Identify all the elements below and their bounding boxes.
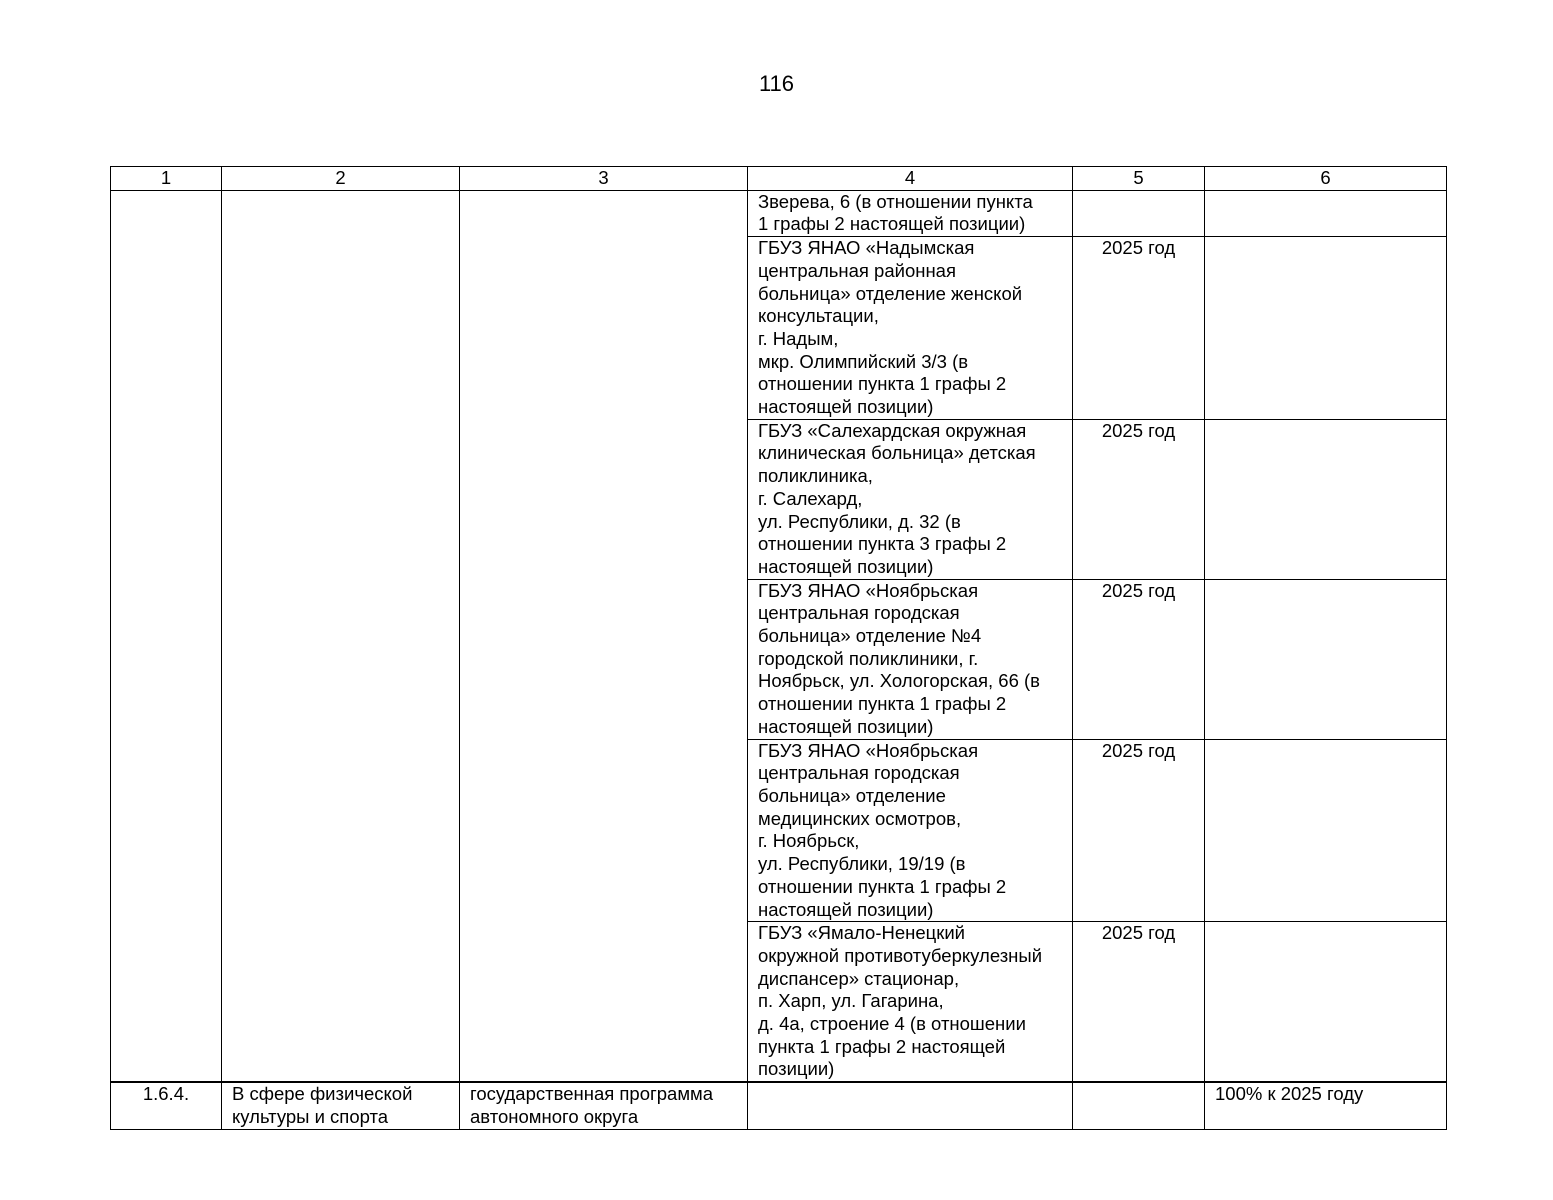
cell-col5 [1073, 190, 1205, 236]
cell-col6 [1205, 579, 1447, 739]
cell-col4: ГБУЗ «Салехардская окружная клиническая больница» детская поликлиника, г. Салехард, ул. Республики, д. 32 (в отношении пункта 3 графы 2 настоящей позиции) [748, 419, 1073, 579]
column-header-5: 5 [1073, 167, 1205, 191]
cell-program: государственная программа автономного округа [460, 1082, 748, 1129]
table-row [111, 1082, 1447, 1129]
cell-col5: 2025 год [1073, 579, 1205, 739]
column-header-4: 4 [748, 167, 1073, 191]
cell-sphere: В сфере физической культуры и спорта [222, 1082, 460, 1129]
cell-col5: 2025 год [1073, 419, 1205, 579]
table-row [111, 190, 1447, 236]
cell-col6 [1205, 922, 1447, 1082]
cell-col4: Зверева, 6 (в отношении пункта 1 графы 2 настоящей позиции) [748, 190, 1073, 236]
cell-col5: 2025 год [1073, 237, 1205, 420]
cell-col4: ГБУЗ ЯНАО «Ноябрьская центральная городская больница» отделение №4 городской поликлиники, г. Ноябрьск, ул. Хологорская, 66 (в отношении пункта 1 графы 2 настоящей позиции) [748, 579, 1073, 739]
cell-col5: 2025 год [1073, 922, 1205, 1082]
page-number: 116 [758, 71, 795, 96]
cell-col4: ГБУЗ ЯНАО «Надымская центральная районная больница» отделение женской консультации, г. Надым, мкр. Олимпийский 3/3 (в отношении пункта 1 графы 2 настоящей позиции) [748, 237, 1073, 420]
column-header-1: 1 [111, 167, 222, 191]
cell-col4: ГБУЗ «Ямало-Ненецкий окружной противотуберкулезный диспансер» стационар, п. Харп, ул. Гагарина, д. 4а, строение 4 (в отношении пункта 1 графы 2 настоящей позиции) [748, 922, 1073, 1082]
cell-col1-continuation [111, 190, 222, 1082]
table-header-row [111, 167, 1447, 191]
cell-col3-continuation [460, 190, 748, 1082]
cell-col6 [1205, 190, 1447, 236]
cell-col4: ГБУЗ ЯНАО «Ноябрьская центральная городская больница» отделение медицинских осмотров, г. Ноябрьск, ул. Республики, 19/19 (в отношении пункта 1 графы 2 настоящей позиции) [748, 739, 1073, 922]
column-header-6: 6 [1205, 167, 1447, 191]
cell-col4 [748, 1082, 1073, 1129]
cell-col2-continuation [222, 190, 460, 1082]
cell-item-number: 1.6.4. [111, 1082, 222, 1129]
cell-col5: 2025 год [1073, 739, 1205, 922]
cell-col5 [1073, 1082, 1205, 1129]
cell-target: 100% к 2025 году [1205, 1082, 1447, 1129]
cell-col6 [1205, 739, 1447, 922]
document-table [110, 166, 1447, 1130]
cell-col6 [1205, 237, 1447, 420]
column-header-3: 3 [460, 167, 748, 191]
column-header-2: 2 [222, 167, 460, 191]
cell-col6 [1205, 419, 1447, 579]
